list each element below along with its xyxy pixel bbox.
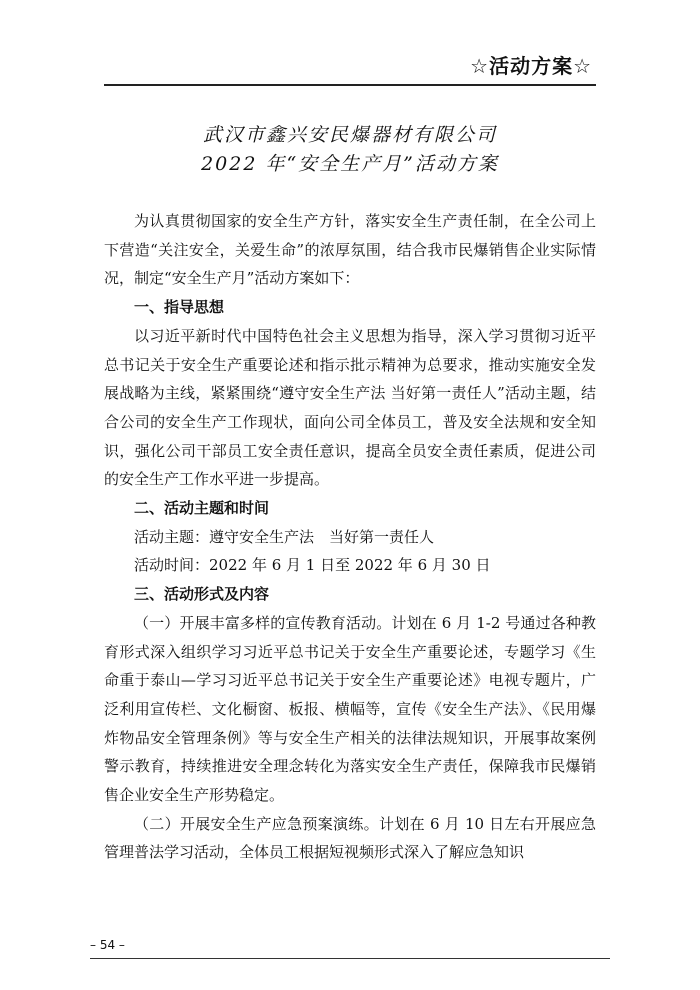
section-3-paragraph-1: （一）开展丰富多样的宣传教育活动。计划在 6 月 1-2 号通过各种教育形式深入组织学习习近平总书记关于安全生产重要论述，专题学习《生命重于泰山—学习习近平总书记关于安全生产重要论述》电视专题片，广泛利用宣传栏、文化橱窗、板报、横幅等，宣传《安全生产法》、《民用爆炸物品安全管理条例》等与安全生产相关的法律法规知识，开展事故案例警示教育，持续推进安全理念转化为落实安全生产责任，保障我市民爆销售企业安全生产形势稳定。 (104, 613, 596, 805)
activity-time: 活动时间：2022 年 6 月 1 日至 2022 年 6 月 30 日 (134, 556, 491, 575)
document-title-plan: 2022 年“安全生产月”活动方案 (201, 153, 499, 175)
footer-rule (90, 958, 610, 959)
section-heading-3: 三、活动形式及内容 (134, 585, 270, 604)
activity-theme: 活动主题：遵守安全生产法 当好第一责任人 (134, 527, 435, 546)
header-label: ☆活动方案☆ (470, 54, 592, 78)
section-3-paragraph-2: （二）开展安全生产应急预案演练。计划在 6 月 10 日左右开展应急管理普法学习活动，全体员工根据短视频形式深入了解应急知识 (104, 814, 596, 862)
section-heading-1: 一、指导思想 (134, 298, 225, 317)
section-1-paragraph-1: 以习近平新时代中国特色社会主义思想为指导，深入学习贯彻习近平总书记关于安全生产重要论述和指示批示精神为总要求，推动实施安全发展战略为主线，紧紧围绕“遵守安全生产法 当好第一责任人”活动主题，结合公司的安全生产工作现状，面向公司全体员工，普及安全法规和安全知识，强化公司干部员工安全责任意识，提高全员安全责任素质，促进公司的安全生产工作水平进一步提高。 (104, 326, 596, 489)
intro-paragraph: 为认真贯彻国家的安全生产方针，落实安全生产责任制，在全公司上下营造“关注安全，关爱生命”的浓厚氛围，结合我市民爆销售企业实际情况，制定“安全生产月”活动方案如下： (104, 212, 596, 288)
page-number: – 54 – (90, 938, 125, 952)
section-heading-2: 二、活动主题和时间 (134, 499, 270, 518)
document-title-company: 武汉市鑫兴安民爆器材有限公司 (202, 124, 497, 146)
header-rule (104, 84, 596, 86)
document-body (104, 207, 596, 867)
